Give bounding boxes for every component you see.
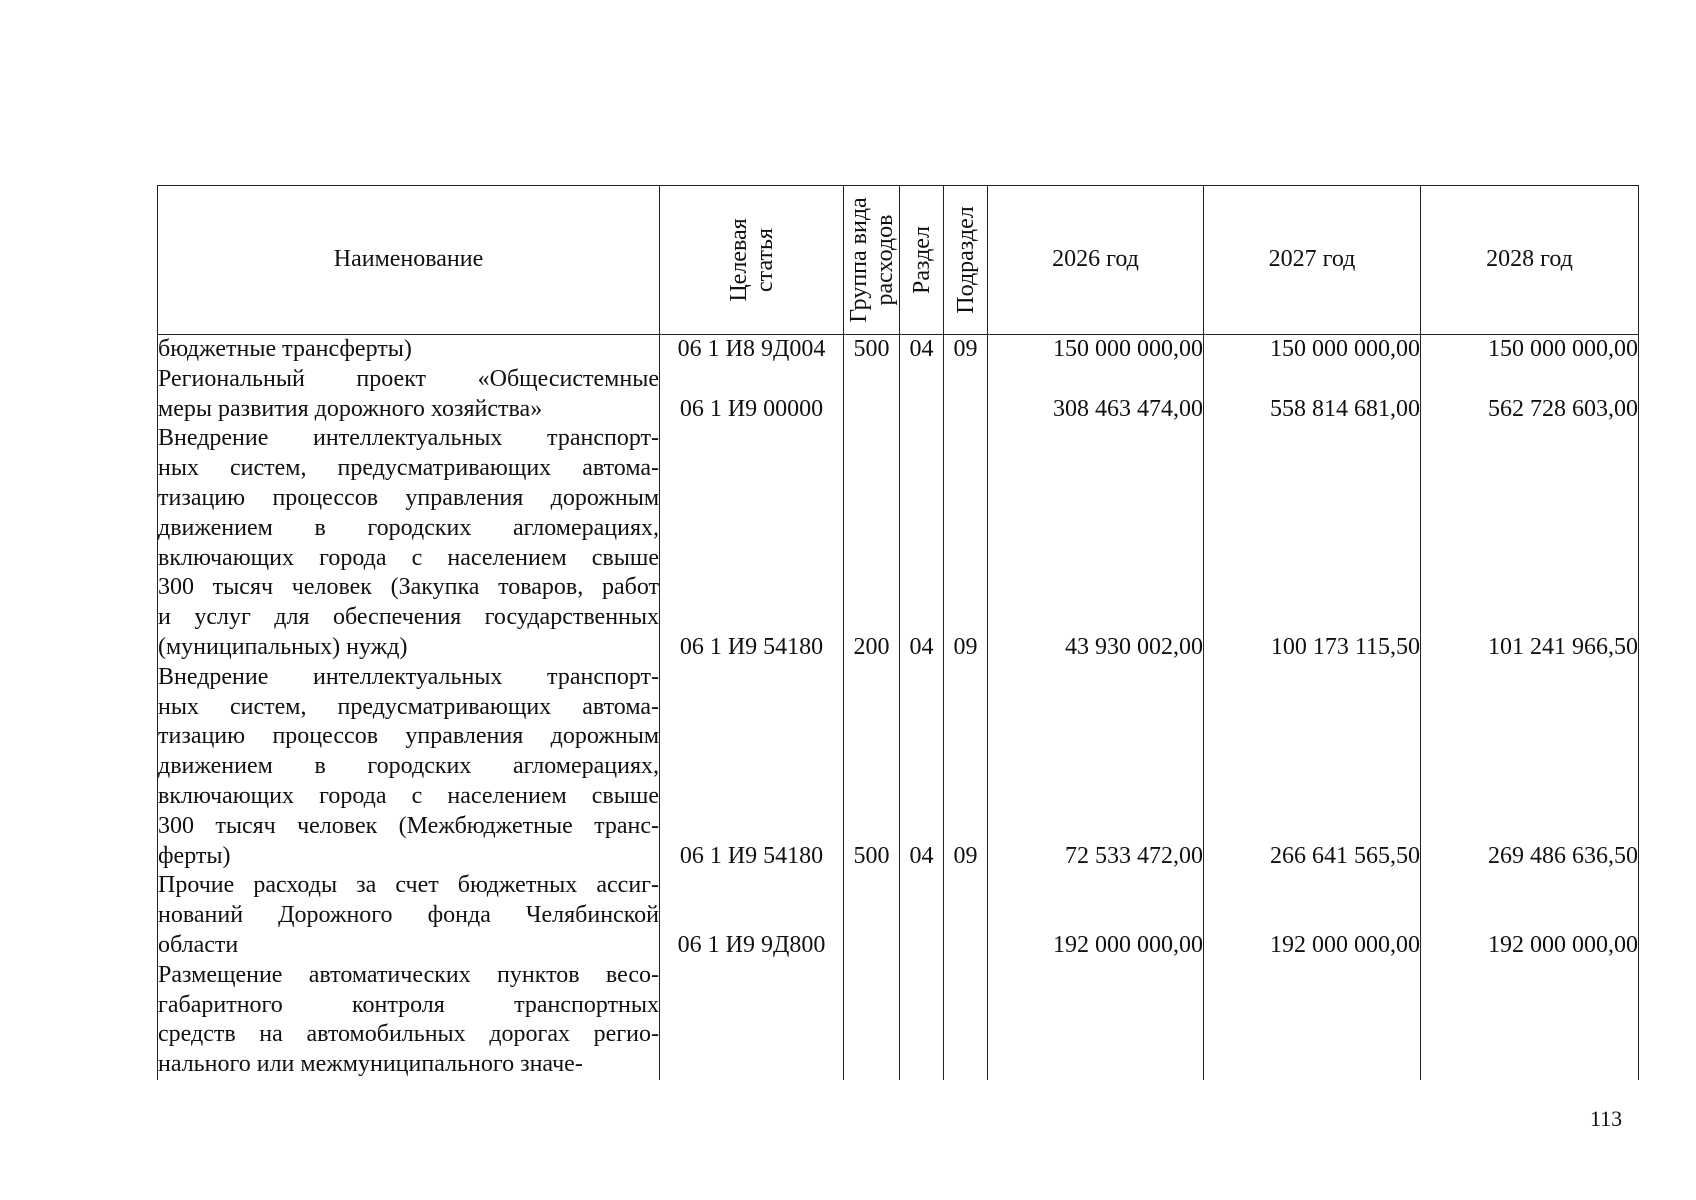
row-name-line: и услуг для обеспечения государственных [158,604,659,631]
row-amount-2028: 150 000 000,00 [1421,335,1639,365]
header-subsection [944,186,988,335]
table-row [158,424,1639,662]
row-section: 04 [900,424,944,662]
row-subsection: 09 [944,663,988,872]
row-target-article: 06 1 И8 9Д004 [660,335,844,365]
row-name-line: 300 тысяч человек (Закупка товаров, работ [158,574,659,601]
row-amount-2027: 100 173 115,50 [1204,424,1421,662]
row-section: 04 [900,663,944,872]
table-body [158,335,1639,1080]
header-expense-group-line-2: расходов [871,214,898,306]
row-target-article: 06 1 И9 9Д800 [660,871,844,960]
row-name [158,871,660,960]
row-amount-2026: 308 463 474,00 [988,365,1204,425]
table-row [158,663,1639,872]
row-name [158,365,660,425]
row-amount-2026: 43 930 002,00 [988,424,1204,662]
row-subsection: 09 [944,424,988,662]
row-amount-2026: 72 533 472,00 [988,663,1204,872]
row-name-line: габаритного контроля транспортных [158,991,659,1018]
table-row [158,871,1639,960]
row-subsection [944,961,988,1080]
row-name-line: средств на автомобильных дорогах регио- [158,1021,659,1048]
row-name-line: Прочие расходы за счет бюджетных ассиг- [158,872,659,899]
row-amount-2027 [1204,961,1421,1080]
row-amount-2028: 269 486 636,50 [1421,663,1639,872]
header-section-label: Раздел [908,226,935,294]
row-expense-group [844,365,900,425]
row-name-line: ных систем, предусматривающих автома- [158,455,659,482]
row-subsection [944,871,988,960]
row-name-line: нального или межмуниципального значе- [158,1051,583,1078]
row-name-line: Размещение автоматических пунктов весо- [158,961,659,988]
table-header-row [158,186,1639,335]
row-amount-2028: 101 241 966,50 [1421,424,1639,662]
row-amount-2028: 192 000 000,00 [1421,871,1639,960]
header-2026-label: 2026 год [1052,246,1139,273]
row-amount-2026: 192 000 000,00 [988,871,1204,960]
table-row [158,365,1639,425]
row-name [158,424,660,662]
page-number: 113 [1590,1106,1623,1131]
table-row [158,335,1639,365]
row-name-line: (муниципальных) нужд) [158,633,408,660]
row-amount-2027: 192 000 000,00 [1204,871,1421,960]
row-name-line: ных систем, предусматривающих автома- [158,693,659,720]
row-name [158,961,660,1080]
row-name-line: меры развития дорожного хозяйства» [158,395,543,422]
header-name-label: Наименование [333,246,484,273]
row-name-line: тизацию процессов управления дорожным [158,484,659,511]
header-target-article [660,186,844,335]
row-name-line: включающих города с населением свыше [158,782,659,809]
row-expense-group [844,871,900,960]
row-amount-2026 [988,961,1204,1080]
row-name [158,335,660,365]
header-section [900,186,944,335]
row-name-line: ферты) [158,842,231,869]
row-expense-group: 500 [844,335,900,365]
row-name-line: Внедрение интеллектуальных транспорт- [158,425,659,452]
row-amount-2028 [1421,961,1639,1080]
row-name-line: движением в городских агломерациях, [158,753,659,780]
row-name-line: бюджетные трансферты) [158,336,412,362]
row-section [900,871,944,960]
row-target-article: 06 1 И9 54180 [660,663,844,872]
header-expense-group-line-1: Группа вида [845,197,872,323]
row-section: 04 [900,335,944,365]
header-2027-label: 2027 год [1268,246,1356,273]
row-name-line: тизацию процессов управления дорожным [158,723,659,750]
row-amount-2026: 150 000 000,00 [988,335,1204,365]
header-target-article-line-2: статья [751,228,778,292]
row-section [900,365,944,425]
row-expense-group [844,961,900,1080]
budget-table [157,185,1639,1080]
row-name-line: движением в городских агломерациях, [158,514,659,541]
row-target-article: 06 1 И9 54180 [660,424,844,662]
header-2028-label: 2028 год [1486,246,1573,273]
table-row [158,961,1639,1080]
row-name-line: Региональный проект «Общесистемные [158,365,659,392]
row-subsection: 09 [944,335,988,365]
row-amount-2027: 150 000 000,00 [1204,335,1421,365]
row-amount-2028: 562 728 603,00 [1421,365,1639,425]
header-subsection-label: Подраздел [952,206,979,314]
row-amount-2027: 266 641 565,50 [1204,663,1421,872]
header-target-article-line-1: Целевая [725,218,752,302]
row-name-line: нований Дорожного фонда Челябинской [158,902,659,929]
row-name-line: Внедрение интеллектуальных транспорт- [158,663,659,690]
row-section [900,961,944,1080]
row-name [158,663,660,872]
header-expense-group [844,186,900,335]
row-target-article: 06 1 И9 00000 [660,365,844,425]
row-expense-group: 200 [844,424,900,662]
header-2026 [988,186,1204,335]
header-2027 [1204,186,1421,335]
row-name-line: области [158,931,239,958]
header-2028 [1421,186,1639,335]
row-expense-group: 500 [844,663,900,872]
row-name-line: включающих города с населением свыше [158,544,659,571]
row-name-line: 300 тысяч человек (Межбюджетные транс- [158,812,659,839]
row-subsection [944,365,988,425]
header-name [158,186,660,335]
row-amount-2027: 558 814 681,00 [1204,365,1421,425]
row-target-article [660,961,844,1080]
